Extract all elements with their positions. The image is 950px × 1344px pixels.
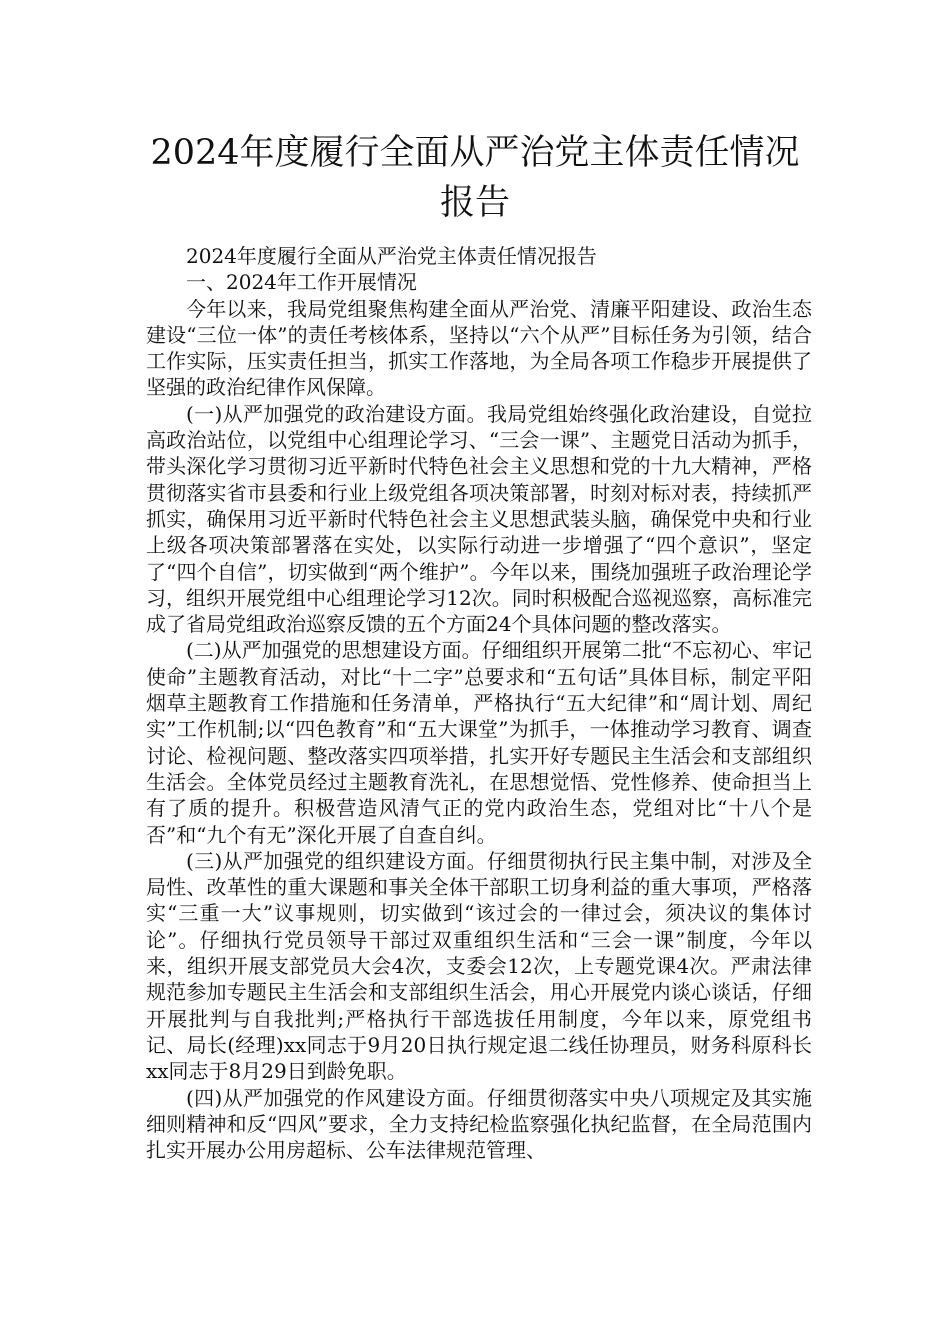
paragraph-political: (一)从严加强党的政治建设方面。我局党组始终强化政治建设，自觉拉高政治站位，以党组中心组理论学习、“三会一课”、主题党日活动为抓手，带头深化学习贯彻习近平新时代特色社会主义思想和党的十九大精神，严格贯彻落实省市县委和行业上级党组各项决策部署，时刻对标对表，持续抓严抓实，确保用习近平新时代特色社会主义思想武装头脑，确保党中央和行业上级各项决策部署落在实处，以实际行动进一步增强了“四个意识”，坚定了“四个自信”，切实做到“两个维护”。今年以来，围绕加强班子政治理论学习，组织开展党组中心组理论学习12次。同时积极配合巡视巡察，高标准完成了省局党组政治巡察反馈的五个方面24个具体问题的整改落实。	[146, 401, 812, 637]
body-subtitle: 2024年度履行全面从严治党主体责任情况报告	[186, 244, 597, 268]
paragraph-conduct: (四)从严加强党的作风建设方面。仔细贯彻落实中央八项规定及其实施细则精神和反“四风”要求，全力支持纪检监察强化执纪监督，在全局范围内扎实开展办公用房超标、公车法律规范管理、	[146, 1085, 812, 1163]
document-title-line-2: 报告	[439, 183, 510, 223]
paragraph-organizational: (三)从严加强党的组织建设方面。仔细贯彻执行民主集中制，对涉及全局性、改革性的重大课题和事关全体干部职工切身利益的重大事项，严格落实“三重一大”议事规则，切实做到“该过会的一律过会，须决议的集体讨论”。仔细执行党员领导干部过双重组织生活和“三会一课”制度，今年以来，组织开展支部党员大会4次，支委会12次，上专题党课4次。严肃法律规范参加专题民主生活会和支部组织生活会，用心开展党内谈心谈话，仔细开展批判与自我批判;严格执行干部选拔任用制度，今年以来，原党组书记、局长(经理)xx同志于9月20日执行规定退二线任协理员，财务科原科长xx同志于8月29日到龄免职。	[146, 848, 812, 1084]
paragraph-intro: 今年以来，我局党组聚焦构建全面从严治党、清廉平阳建设、政治生态建设“三位一体”的责任考核体系，坚持以“六个从严”目标任务为引领，结合工作实际，压实责任担当，抓实工作落地，为全局各项工作稳步开展提供了坚强的政治纪律作风保障。	[146, 296, 812, 400]
paragraph-ideological: (二)从严加强党的思想建设方面。仔细组织开展第二批“不忘初心、牢记使命”主题教育活动，对比“十二字”总要求和“五句话”具体目标，制定平阳烟草主题教育工作措施和任务清单，严格执行“五大纪律”和“周计划、周纪实”工作机制;以“四色教育”和“五大课堂”为抓手，一体推动学习教育、调查讨论、检视问题、整改落实四项举措，扎实开好专题民主生活会和支部组织生活会。全体党员经过主题教育洗礼，在思想觉悟、党性修养、使命担当上有了质的提升。积极营造风清气正的党内政治生态，党组对比“十八个是否”和“九个有无”深化开展了自查自纠。	[146, 638, 812, 847]
document-body	[146, 243, 812, 1163]
section-heading: 一、2024年工作开展情况	[186, 270, 417, 295]
document-title-line-1: 2024年度履行全面从严治党主体责任情况	[150, 133, 800, 173]
